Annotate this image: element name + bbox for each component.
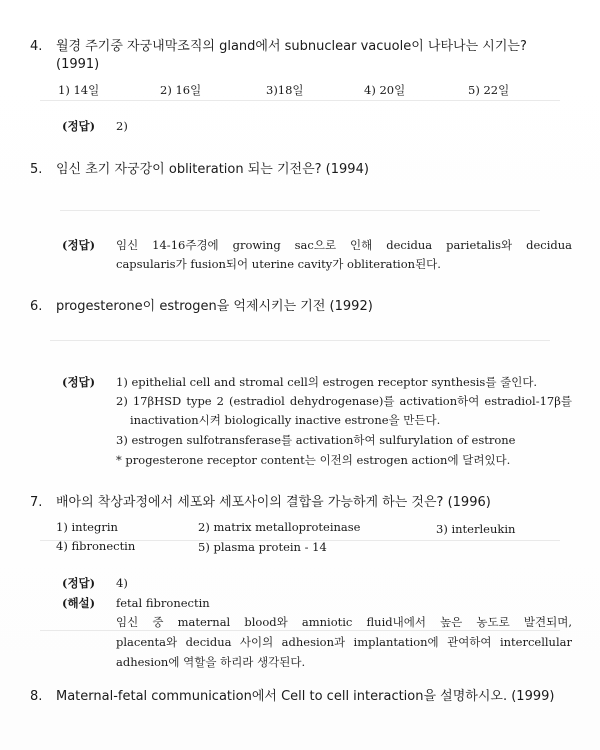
answer-line: 1) epithelial cell and stromal cell의 estrogen receptor synthesis를 줄인다. <box>116 375 538 389</box>
option-4: 4) 20일 <box>364 83 406 97</box>
question-number: 4. <box>30 39 43 54</box>
answer-line: inactivation시켜 biologically inactive estrone을 만든다. <box>130 413 441 427</box>
option-4: 4) fibronectin <box>56 539 136 553</box>
scan-artifact <box>60 210 540 211</box>
question-6 <box>30 298 580 316</box>
answer-line: capsularis가 fusion되어 uterine cavity가 obliteration된다. <box>116 257 441 271</box>
question-text: Maternal-fetal communication에서 Cell to cell interaction을 설명하시오. (1999) <box>56 689 555 704</box>
explanation-line: adhesion에 역할을 하리라 생각된다. <box>116 655 306 669</box>
question-number: 5. <box>30 162 43 177</box>
explanation-label: (해설) <box>62 596 96 610</box>
explanation-title: fetal fibronectin <box>116 596 210 610</box>
explanation-line: 임신 중 maternal blood와 amniotic fluid내에서 높은 농도로 발견되며, <box>116 615 572 629</box>
option-3: 3) interleukin <box>436 522 516 536</box>
option-3: 3)18일 <box>266 83 304 97</box>
answer-label: (정답) <box>62 576 96 590</box>
scan-artifact <box>40 630 560 631</box>
question-4 <box>30 38 580 56</box>
answer-line: 3) estrogen sulfotransferase를 activation하여 sulfurylation of estrone <box>116 433 516 447</box>
question-number: 8. <box>30 689 43 704</box>
question-year: (1991) <box>56 57 100 72</box>
scan-artifact <box>40 100 560 101</box>
question-text: 임신 초기 자궁강이 obliteration 되는 기전은? (1994) <box>56 162 369 177</box>
answer-label: (정답) <box>62 119 96 133</box>
scan-artifact <box>50 340 550 341</box>
explanation-line: placenta와 decidua 사이의 adhesion과 implantation에 관여하여 intercellular <box>116 635 572 649</box>
option-1: 1) integrin <box>56 520 118 534</box>
option-1: 1) 14일 <box>58 83 100 97</box>
answer-line: * progesterone receptor content는 이전의 estrogen action에 달려있다. <box>116 453 511 467</box>
answer-line: 2) 17βHSD type 2 (estradiol dehydrogenase)를 activation하여 estradiol-17β를 <box>116 394 572 408</box>
answer-value: 4) <box>116 576 128 590</box>
option-2: 2) matrix metalloproteinase <box>198 520 361 534</box>
question-5 <box>30 161 580 179</box>
option-5: 5) plasma protein - 14 <box>198 540 327 554</box>
question-number: 6. <box>30 299 43 314</box>
question-text: 월경 주기중 자궁내막조직의 gland에서 subnuclear vacuole이 나타나는 시기는? <box>56 39 527 54</box>
answer-line: 임신 14-16주경에 growing sac으로 인해 decidua parietalis와 decidua <box>116 238 572 252</box>
question-number: 7. <box>30 495 43 510</box>
question-7 <box>30 494 580 512</box>
option-2: 2) 16일 <box>160 83 202 97</box>
answer-label: (정답) <box>62 238 96 252</box>
question-text: progesterone이 estrogen을 억제시키는 기전 (1992) <box>56 299 373 314</box>
question-8 <box>30 688 580 706</box>
answer-value: 2) <box>116 119 128 133</box>
question-text: 배아의 착상과정에서 세포와 세포사이의 결합을 가능하게 하는 것은? (1996) <box>56 495 491 510</box>
answer-label: (정답) <box>62 375 96 389</box>
option-5: 5) 22일 <box>468 83 510 97</box>
